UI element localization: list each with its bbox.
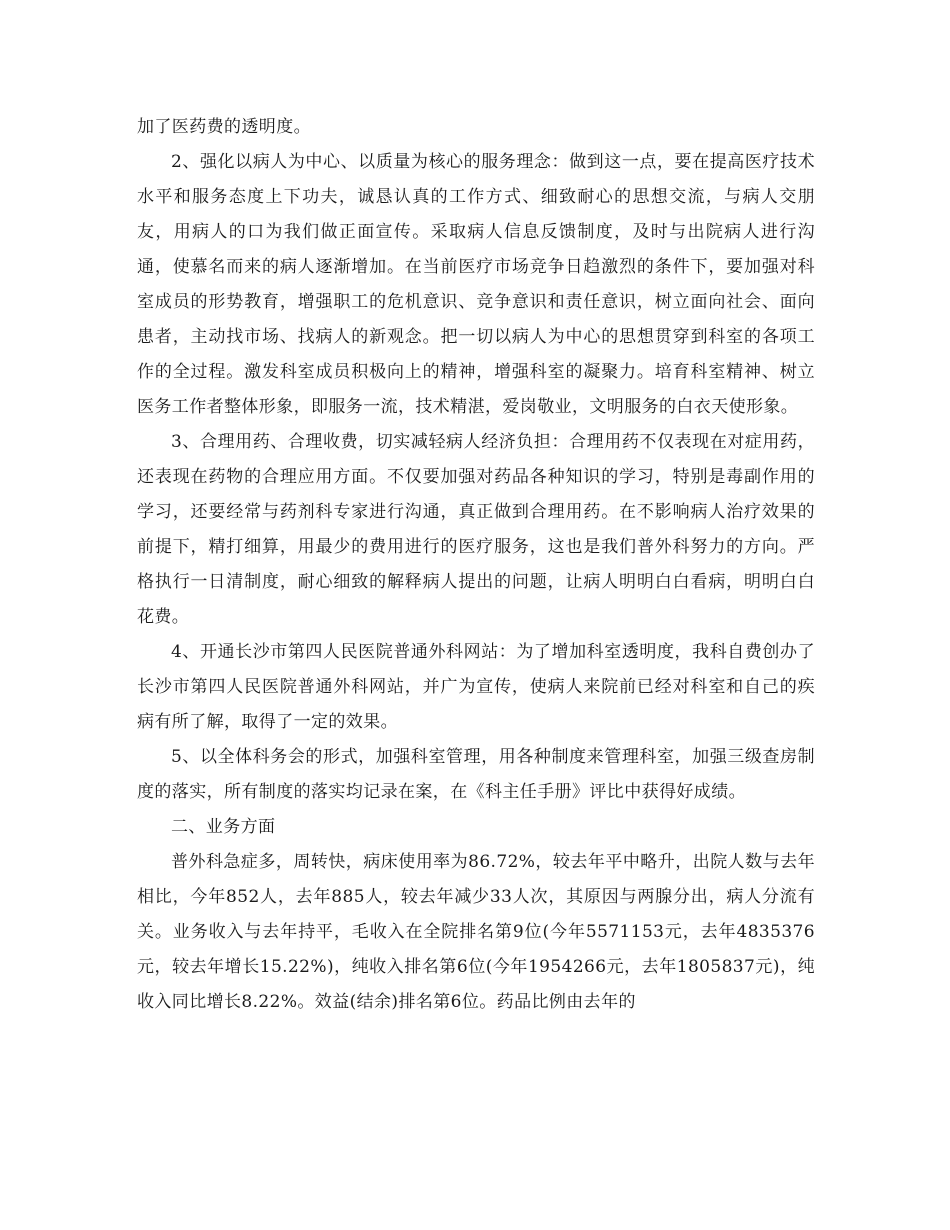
paragraph-item-4: 4、开通长沙市第四人民医院普通外科网站：为了增加科室透明度，我科自费创办了长沙市第四人民医院普通外科网站，并广为宣传，使病人来院前已经对科室和自己的疾病有所了解，取得了一定的效果。 [137, 642, 815, 732]
section-heading: 二、业务方面 [171, 817, 276, 837]
paragraph-business: 普外科急症多，周转快，病床使用率为86.72%，较去年平中略升，出院人数与去年相比，今年852人，去年885人，较去年减少33人次，其原因与两腺分出，病人分流有关。业务收入与去年持平，毛收入在全院排名第9位(今年5571153元，去年4835376元，较去年增长15.22%)，纯收入排名第6位(今年1954266元，去年1805837元)，纯收入同比增长8.22%。效益(结余)排名第6位。药品比例由去年的 [137, 852, 815, 1012]
paragraph-item-5: 5、以全体科务会的形式，加强科室管理，用各种制度来管理科室，加强三级查房制度的落实，所有制度的落实均记录在案，在《科主任手册》评比中获得好成绩。 [137, 747, 815, 802]
document-page [137, 110, 815, 1020]
paragraph-continuation: 加了医药费的透明度。 [137, 117, 311, 137]
paragraph-item-2: 2、强化以病人为中心、以质量为核心的服务理念：做到这一点，要在提高医疗技术水平和服务态度上下功夫，诚恳认真的工作方式、细致耐心的思想交流，与病人交朋友，用病人的口为我们做正面宣传。采取病人信息反馈制度，及时与出院病人进行沟通，使慕名而来的病人逐渐增加。在当前医疗市场竞争日趋激烈的条件下，要加强对科室成员的形势教育，增强职工的危机意识、竞争意识和责任意识，树立面向社会、面向患者，主动找市场、找病人的新观念。把一切以病人为中心的思想贯穿到科室的各项工作的全过程。激发科室成员积极向上的精神，增强科室的凝聚力。培育科室精神、树立医务工作者整体形象，即服务一流，技术精湛，爱岗敬业，文明服务的白衣天使形象。 [137, 152, 815, 417]
paragraph-item-3: 3、合理用药、合理收费，切实减轻病人经济负担：合理用药不仅表现在对症用药，还表现在药物的合理应用方面。不仅要加强对药品各种知识的学习，特别是毒副作用的学习，还要经常与药剂科专家进行沟通，真正做到合理用药。在不影响病人治疗效果的前提下，精打细算，用最少的费用进行的医疗服务，这也是我们普外科努力的方向。严格执行一日清制度，耐心细致的解释病人提出的问题，让病人明明白白看病，明明白白花费。 [137, 432, 815, 627]
